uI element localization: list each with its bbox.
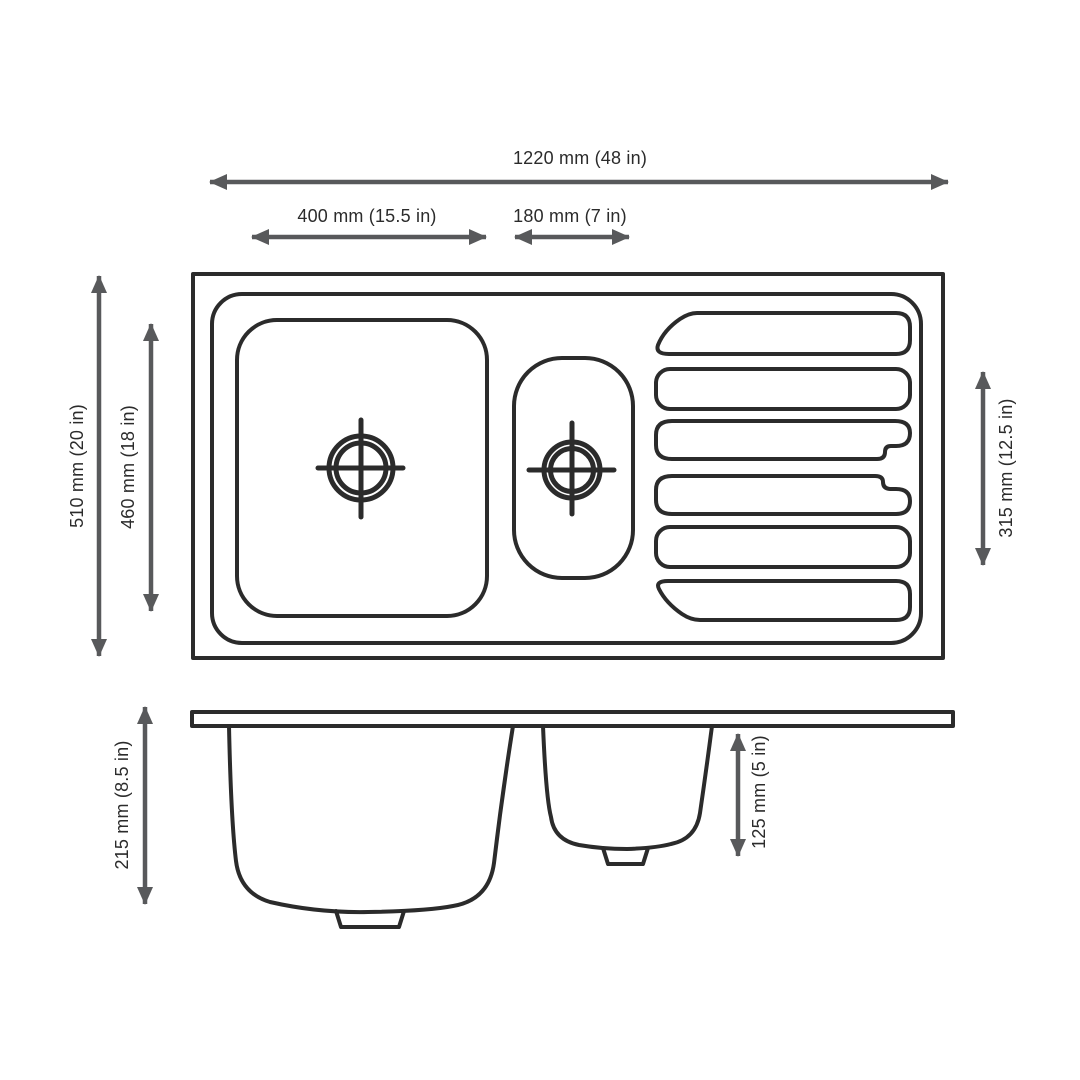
groove-3 <box>656 421 910 459</box>
side-rim-bar <box>192 712 953 726</box>
groove-6 <box>658 581 910 620</box>
groove-2 <box>656 369 910 409</box>
label-half-bowl-height: 125 mm (5 in) <box>749 735 769 849</box>
groove-1 <box>657 313 910 354</box>
main-drain-icon <box>318 420 403 517</box>
label-drainer-depth: 315 mm (12.5 in) <box>996 398 1016 538</box>
label-main-bowl-width: 400 mm (15.5 in) <box>297 206 437 226</box>
label-inner-depth: 460 mm (18 in) <box>118 405 138 529</box>
top-view <box>193 274 943 658</box>
label-half-bowl-width: 180 mm (7 in) <box>513 206 627 226</box>
groove-5 <box>656 527 910 567</box>
side-main-bowl <box>229 726 513 912</box>
sink-outer-rim <box>193 274 943 658</box>
label-main-bowl-height: 215 mm (8.5 in) <box>112 740 132 870</box>
label-overall-width: 1220 mm (48 in) <box>512 148 648 168</box>
drainer-grooves <box>656 313 910 620</box>
side-half-bowl <box>543 726 712 849</box>
label-overall-depth: 510 mm (20 in) <box>67 404 87 528</box>
half-drain-icon <box>529 423 614 514</box>
groove-4 <box>656 476 910 514</box>
side-view <box>192 712 953 927</box>
